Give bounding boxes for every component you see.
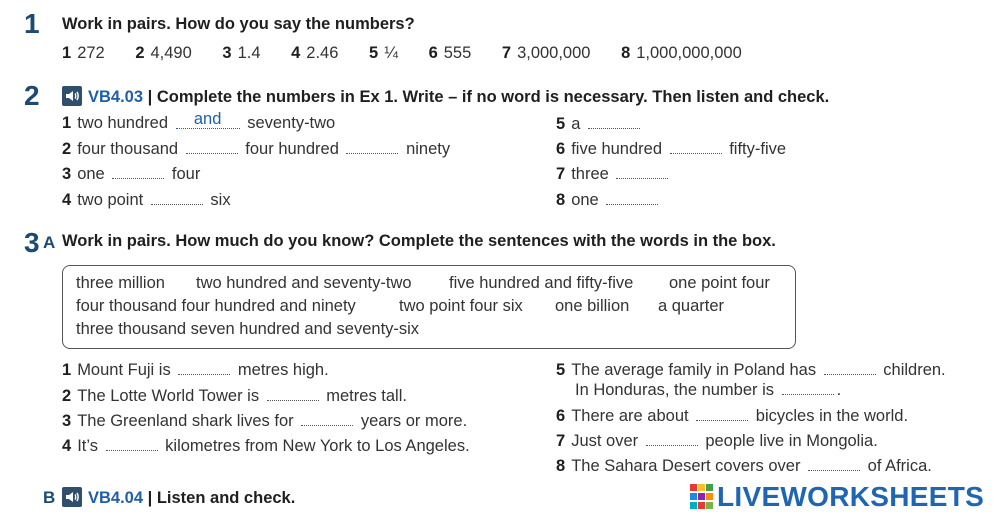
- answer-blank[interactable]: [588, 114, 640, 129]
- number-value: 4,490: [150, 44, 192, 62]
- ex3-item-5: [556, 360, 946, 380]
- word-option[interactable]: five hundred and fifty-five: [449, 274, 634, 292]
- sentence-text: children.: [883, 361, 946, 379]
- sentence-text: of Africa.: [867, 457, 932, 475]
- answer-blank[interactable]: [782, 380, 834, 395]
- ex3-item-7: [556, 431, 878, 451]
- item-number: 4: [62, 191, 72, 209]
- audio-speaker-icon[interactable]: [62, 86, 82, 106]
- audio-track-code: VB4.04: [88, 489, 144, 507]
- item-text: two hundred: [77, 114, 169, 132]
- item-number: 3: [62, 412, 72, 430]
- sentence-text: years or more.: [360, 412, 468, 430]
- exercise-2-number: 2: [24, 80, 40, 111]
- sentence-text: kilometres from New York to Los Angeles.: [165, 437, 470, 455]
- ex3-item-2: [62, 386, 407, 406]
- answer-blank[interactable]: [808, 456, 860, 471]
- ex3-item-5-line-2: [575, 380, 841, 400]
- answer-blank[interactable]: [186, 139, 238, 154]
- number-value: 1.4: [237, 44, 261, 62]
- item-number: 2: [62, 387, 72, 405]
- exercise-3b-letter: B: [43, 488, 56, 507]
- word-option[interactable]: four thousand four hundred and ninety: [76, 297, 356, 315]
- item-text: four hundred: [245, 140, 339, 158]
- word-box: [62, 265, 796, 349]
- ex3-item-4: [62, 436, 470, 456]
- word-option[interactable]: one billion: [555, 297, 630, 315]
- item-number: 7: [556, 432, 566, 450]
- audio-speaker-icon[interactable]: [62, 487, 82, 507]
- item-number: 5: [556, 115, 566, 133]
- ex3-item-6: [556, 406, 908, 426]
- answer-blank[interactable]: [178, 360, 230, 375]
- audio-track-code: VB4.03: [88, 88, 144, 106]
- item-number: 1: [62, 361, 72, 379]
- sentence-text: .: [836, 381, 842, 399]
- exercise-1-instruction: Work in pairs. How do you say the numbers?: [62, 15, 415, 33]
- answer-blank[interactable]: [670, 139, 722, 154]
- exercise-3a-instruction: Work in pairs. How much do you know? Complete the sentences with the words in the box.: [62, 232, 776, 250]
- item-number: 8: [556, 191, 566, 209]
- ex2-item-4: [62, 190, 231, 210]
- item-number: 1: [62, 44, 72, 62]
- word-option[interactable]: two point four six: [399, 297, 523, 315]
- number-value: 1,000,000,000: [636, 44, 742, 62]
- word-option[interactable]: a quarter: [658, 297, 725, 315]
- answer-blank[interactable]: [106, 436, 158, 451]
- item-number: 5: [369, 44, 379, 62]
- exercise-2-header: [62, 86, 829, 107]
- item-text: three: [571, 165, 609, 183]
- exercise-3-number: 3: [24, 227, 40, 258]
- word-option[interactable]: three million: [76, 274, 165, 292]
- item-number: 8: [556, 457, 566, 475]
- item-number: 7: [501, 44, 512, 62]
- number-value: 272: [77, 44, 105, 62]
- ex2-item-3: [62, 164, 200, 184]
- number-value: ¼: [384, 44, 398, 62]
- item-number: 8: [621, 44, 631, 62]
- answer-blank[interactable]: [267, 386, 319, 401]
- exercise-3a-letter: A: [43, 233, 56, 252]
- example-answer: and: [193, 110, 222, 128]
- answer-blank[interactable]: [696, 406, 748, 421]
- item-text: two point: [77, 191, 144, 209]
- item-text: six: [210, 191, 231, 209]
- exercise-1-numbers-row: [62, 44, 742, 63]
- sentence-text: Just over: [571, 432, 639, 450]
- answer-blank[interactable]: [646, 431, 698, 446]
- item-text: fifty-five: [729, 140, 787, 158]
- item-text: ninety: [406, 140, 451, 158]
- ex2-item-6: [556, 139, 786, 159]
- sentence-text: metres tall.: [326, 387, 407, 405]
- item-number: 6: [556, 140, 566, 158]
- exercise-2-instruction: | Complete the numbers in Ex 1. Write – if no word is necessary. Then listen and check.: [147, 88, 830, 106]
- ex2-item-7: [556, 164, 671, 184]
- answer-blank[interactable]: [176, 110, 240, 129]
- answer-blank[interactable]: [301, 411, 353, 426]
- logo-text: LIVEWORKSHEETS: [717, 481, 985, 512]
- answer-blank[interactable]: [616, 164, 668, 179]
- item-text: seventy-two: [247, 114, 336, 132]
- sentence-text: There are about: [571, 407, 689, 425]
- item-number: 3: [62, 165, 72, 183]
- item-number: 1: [62, 114, 72, 132]
- sentence-text: Mount Fuji is: [77, 361, 171, 379]
- word-option[interactable]: two hundred and seventy-two: [196, 274, 412, 292]
- answer-blank[interactable]: [151, 190, 203, 205]
- item-text: four: [171, 165, 201, 183]
- item-text: one: [77, 165, 105, 183]
- logo-grid-icon: [690, 484, 714, 510]
- ex3-item-1: [62, 360, 329, 380]
- ex3-item-3: [62, 411, 467, 431]
- item-number: 7: [556, 165, 566, 183]
- item-number: 2: [62, 140, 72, 158]
- item-number: 3: [222, 44, 232, 62]
- exercise-1-number: 1: [24, 8, 40, 39]
- ex2-item-2: [62, 139, 450, 159]
- sentence-text: metres high.: [237, 361, 329, 379]
- sentence-text: The Sahara Desert covers over: [571, 457, 801, 475]
- item-number: 4: [62, 437, 72, 455]
- item-number: 6: [428, 44, 438, 62]
- item-text: a: [571, 115, 581, 133]
- answer-blank[interactable]: [346, 139, 398, 154]
- sentence-text: The Greenland shark lives for: [77, 412, 294, 430]
- ex2-item-8: [556, 190, 661, 210]
- number-value: 2.46: [306, 44, 339, 62]
- sentence-text: In Honduras, the number is: [575, 381, 775, 399]
- item-number: 2: [135, 44, 145, 62]
- exercise-3b-instruction: | Listen and check.: [147, 489, 296, 507]
- sentence-text: The Lotte World Tower is: [77, 387, 260, 405]
- number-value: 3,000,000: [517, 44, 591, 62]
- item-text: five hundred: [571, 140, 663, 158]
- item-number: 6: [556, 407, 566, 425]
- item-text: four thousand: [77, 140, 179, 158]
- sentence-text: people live in Mongolia.: [705, 432, 878, 450]
- ex3-item-8: [556, 456, 932, 476]
- word-option[interactable]: three thousand seven hundred and seventy-six: [76, 320, 420, 338]
- sentence-text: It’s: [77, 437, 98, 455]
- ex2-item-5: [556, 114, 643, 134]
- answer-blank[interactable]: [606, 190, 658, 205]
- exercise-3b-header: [62, 487, 295, 508]
- number-value: 555: [443, 44, 472, 62]
- answer-blank[interactable]: [112, 164, 164, 179]
- sentence-text: bicycles in the world.: [755, 407, 909, 425]
- item-number: 4: [291, 44, 301, 62]
- item-number: 5: [556, 361, 566, 379]
- word-option[interactable]: one point four: [669, 274, 770, 292]
- item-text: one: [571, 191, 599, 209]
- ex2-item-1: [62, 110, 336, 133]
- sentence-text: The average family in Poland has: [571, 361, 817, 379]
- answer-blank[interactable]: [824, 360, 876, 375]
